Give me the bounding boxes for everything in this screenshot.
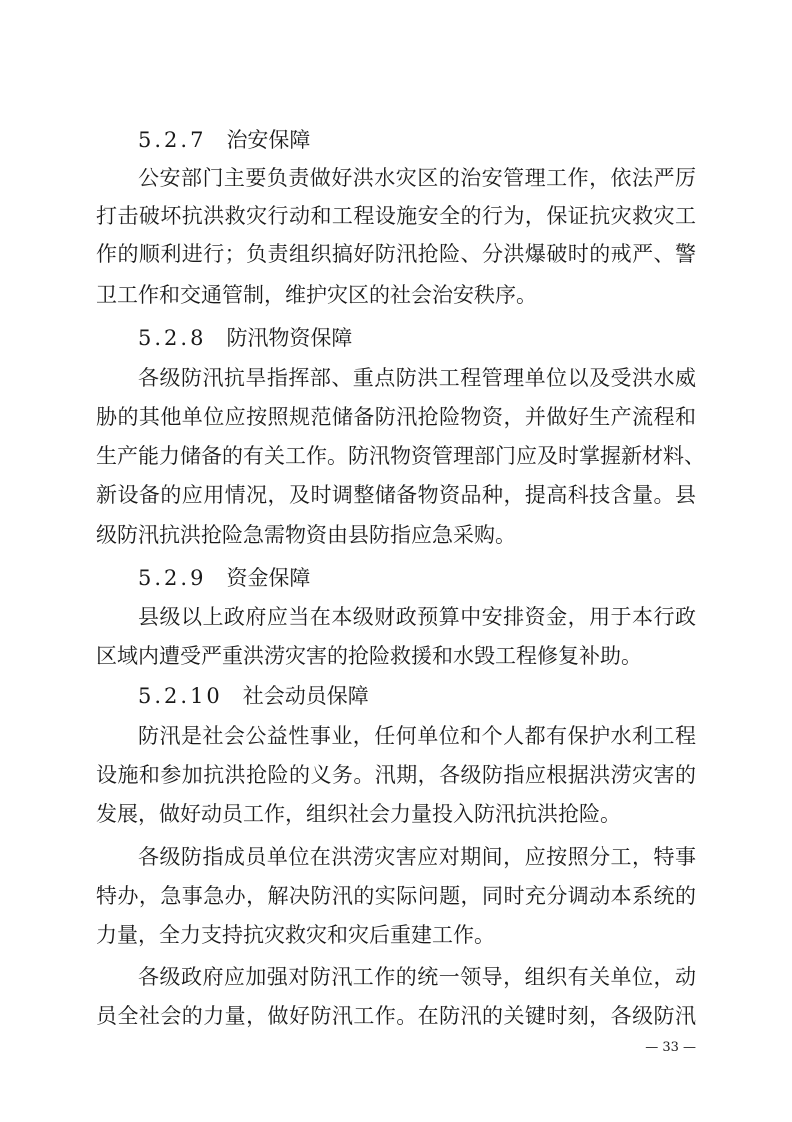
paragraph-line: 特办，急事急办，解决防汛的实际问题，同时充分调动本系统的	[96, 884, 696, 908]
section-title: 资金保障	[226, 566, 311, 590]
paragraph-line: 胁的其他单位应按照规范储备防汛抢险物资，并做好生产流程和	[96, 405, 696, 429]
paragraph-line: 作的顺利进行；负责组织搞好防汛抢险、分洪爆破时的戒严、警	[96, 242, 696, 266]
paragraph-line: 新设备的应用情况，及时调整储备物资品种，提高科技含量。县	[96, 483, 696, 507]
paragraph-line: 各级防汛抗旱指挥部、重点防洪工程管理单位以及受洪水威	[138, 366, 696, 390]
paragraph-line: 打击破坏抗洪救灾行动和工程设施安全的行为，保证抗灾救灾工	[96, 204, 696, 228]
paragraph-line: 设施和参加抗洪抢险的义务。汛期，各级防指应根据洪涝灾害的	[96, 763, 696, 787]
section-heading-5-2-8	[138, 323, 352, 353]
section-number: 5.2.8	[138, 326, 207, 350]
paragraph-line: 级防汛抗洪抢险急需物资由县防指应急采购。	[96, 523, 516, 547]
section-title: 防汛物资保障	[226, 326, 353, 350]
paragraph-line: 区域内遭受严重洪涝灾害的抢险救援和水毁工程修复补助。	[96, 644, 642, 668]
paragraph-line: 员全社会的力量，做好防汛工作。在防汛的关键时刻，各级防汛	[96, 1004, 696, 1028]
paragraph-line: 防汛是社会公益性事业，任何单位和个人都有保护水利工程	[138, 724, 696, 748]
section-heading-5-2-10	[138, 681, 369, 711]
section-number: 5.2.10	[138, 684, 223, 708]
section-title: 社会动员保障	[242, 684, 369, 708]
section-heading-5-2-7	[138, 125, 310, 155]
paragraph-line: 力量，全力支持抗灾救灾和灾后重建工作。	[96, 923, 495, 947]
paragraph-line: 卫工作和交通管制，维护灾区的社会治安秩序。	[96, 283, 537, 307]
section-title: 治安保障	[226, 128, 311, 152]
paragraph-line: 县级以上政府应当在本级财政预算中安排资金，用于本行政	[138, 605, 696, 629]
paragraph-line: 各级政府应加强对防汛工作的统一领导，组织有关单位，动	[138, 965, 696, 989]
section-number: 5.2.7	[138, 128, 207, 152]
paragraph-line: 公安部门主要负责做好洪水灾区的治安管理工作，依法严厉	[138, 166, 696, 190]
paragraph-line: 生产能力储备的有关工作。防汛物资管理部门应及时掌握新材料、	[96, 444, 705, 468]
section-heading-5-2-9	[138, 563, 310, 593]
page-number: — 33 —	[645, 1040, 696, 1055]
paragraph-line: 各级防指成员单位在洪涝灾害应对期间，应按照分工，特事	[138, 845, 696, 869]
section-number: 5.2.9	[138, 566, 207, 590]
paragraph-line: 发展，做好动员工作，组织社会力量投入防汛抗洪抢险。	[96, 802, 621, 826]
